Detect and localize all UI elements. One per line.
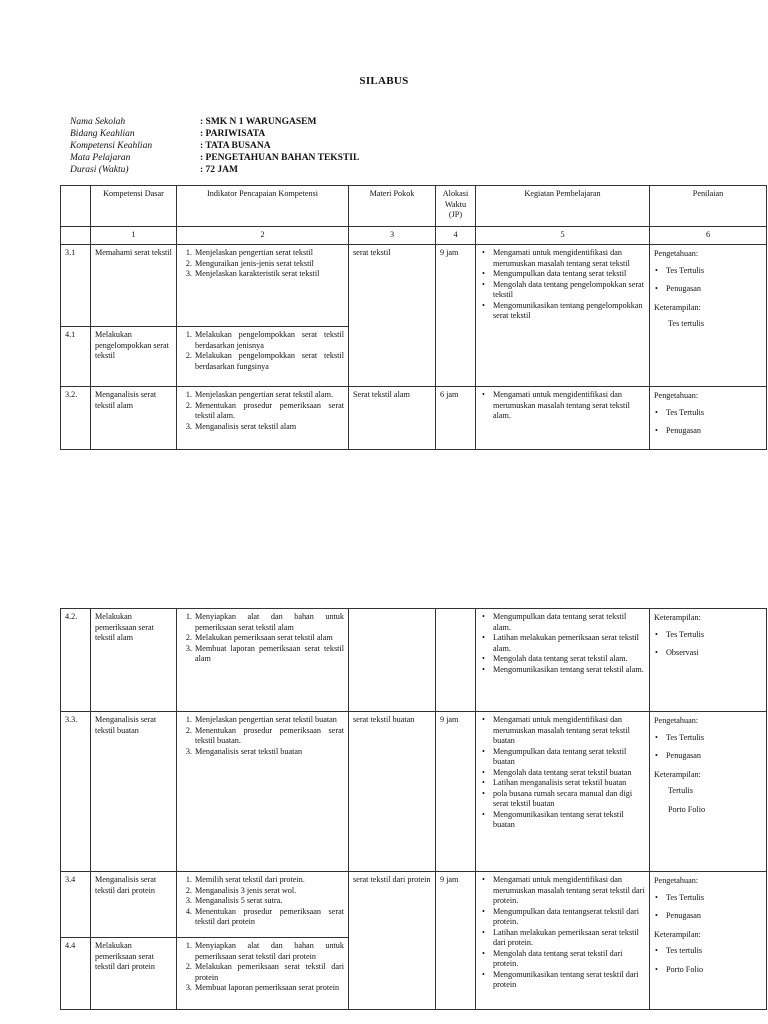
indicator-cell xyxy=(177,387,349,450)
kegiatan-item: • Latihan melakukan pemeriksaan serat tekstil dari protein. xyxy=(493,928,645,949)
indicator-item: 1. Menjelaskan pengertian serat tekstil alam. xyxy=(194,390,344,401)
kegiatan-item: • Mengomunikasikan tentang serat tekstil alam. xyxy=(493,665,645,676)
table-row-4-2 xyxy=(61,609,767,712)
assessment-item: • Porto Folio xyxy=(666,965,762,976)
alokasi-waktu xyxy=(436,609,476,712)
kegiatan-item: • Mengolah data tentang pengelompokkan serat tekstil xyxy=(493,280,645,301)
kd-number: 3.4 xyxy=(61,872,91,938)
kegiatan-item: • pola busana rumah secara manual dan digi serat tekstil buatan xyxy=(493,789,645,810)
assessment-label: Keterampilan: xyxy=(654,613,701,622)
kegiatan-item: • Mengomunikasikan tentang serat tekstil buatan xyxy=(493,810,645,831)
indicator-cell xyxy=(177,712,349,872)
kegiatan-cell xyxy=(476,387,650,450)
kegiatan-item: • Mengamati untuk mengidentifikasi dan merumuskan masalah tentang serat tekstil xyxy=(493,248,645,269)
kd-text: Memahami serat tekstil xyxy=(91,245,177,327)
assessment-label: Pengetahuan: xyxy=(654,391,699,400)
assessment-item: • Penugasan xyxy=(666,426,762,437)
assessment-label: Pengetahuan: xyxy=(654,249,699,258)
info-value: : PARIWISATA xyxy=(200,129,266,139)
assessment-item: • Penugasan xyxy=(666,911,762,922)
assessment-text: Tes tertulis xyxy=(668,319,705,328)
header-kompetensi-dasar: Kompetensi Dasar xyxy=(91,186,177,227)
indicator-cell xyxy=(177,938,349,1010)
kegiatan-item: • Mengomunikasikan tentang serat tesktil dari protein xyxy=(493,970,645,991)
col-number: 6 xyxy=(650,227,767,245)
kegiatan-item: • Mengomunikasikan tentang pengelompokkan serat tekstil xyxy=(493,301,645,322)
indicator-cell xyxy=(177,609,349,712)
info-label: Kompetensi Keahlian xyxy=(70,141,153,151)
col-number: 2 xyxy=(177,227,349,245)
kegiatan-item: • Mengolah data tentang serat tekstil alam. xyxy=(493,654,645,665)
indicator-item: 2. Melakukan pemeriksaan serat tekstil alam xyxy=(194,633,344,644)
assessment-text: Tertulis xyxy=(668,786,693,795)
kd-number: 3.3. xyxy=(61,712,91,872)
alokasi-waktu: 6 jam xyxy=(436,387,476,450)
indicator-cell xyxy=(177,245,349,327)
assessment-label: Pengetahuan: xyxy=(654,716,699,725)
indicator-item: 3. Menganalisis 5 serat sutra. xyxy=(194,896,344,907)
kd-text: Melakukan pengelompokkan serat tekstil xyxy=(91,327,177,387)
kegiatan-item: • Mengolah data tentang serat tekstil buatan xyxy=(493,768,645,779)
kegiatan-item: • Mengolah data tentang serat tekstil dari protein. xyxy=(493,949,645,970)
col-number: 1 xyxy=(91,227,177,245)
kegiatan-item: • Mengumpulkan data tentang serat tekstil alam. xyxy=(493,612,645,633)
assessment-label: Pengetahuan: xyxy=(654,876,699,885)
kegiatan-cell xyxy=(476,712,650,872)
indicator-item: 2. Menentukan prosedur pemeriksaan serat tekstil buatan. xyxy=(194,726,344,747)
kegiatan-item: • Mengumpulkan data tentang serat tekstil xyxy=(493,269,645,280)
column-number-row xyxy=(61,227,767,245)
info-value: : PENGETAHUAN BAHAN TEKSTIL xyxy=(200,153,360,163)
assessment-label: Keterampilan: xyxy=(654,929,701,939)
info-label: Nama Sekolah xyxy=(70,117,126,127)
kegiatan-item: • Mengamati untuk mengidentifikasi dan merumuskan masalah tentang serat tekstil dari protein. xyxy=(493,875,645,907)
assessment-item: • Tes tertulis xyxy=(666,946,762,957)
table-row-3-3 xyxy=(61,712,767,872)
materi-pokok: Serat tekstil alam xyxy=(349,387,436,450)
header-alokasi-waktu: Alokasi Waktu (JP) xyxy=(436,186,476,227)
kd-number: 4.4 xyxy=(61,938,91,1010)
penilaian-cell xyxy=(650,872,767,1010)
indicator-item: 2. Menentukan prosedur pemeriksaan serat tekstil alam. xyxy=(194,401,344,422)
materi-pokok: serat tekstil buatan xyxy=(349,712,436,872)
kd-number: 3.2. xyxy=(61,387,91,450)
kegiatan-item: • Mengamati untuk mengidentifikasi dan merumuskan masalah tentang serat tekstil alam. xyxy=(493,390,645,422)
info-value: : 72 JAM xyxy=(200,165,238,175)
info-label: Bidang Keahlian xyxy=(70,129,135,139)
penilaian-cell xyxy=(650,609,767,712)
indicator-item: 3. Membuat laporan pemeriksaan serat protein xyxy=(194,983,344,994)
kd-number: 3.1 xyxy=(61,245,91,327)
syllabus-table-part-2 xyxy=(60,608,767,1010)
indicator-item: 1. Menyiapkan alat dan bahan untuk pemeriksaan serat tekstil dari protein xyxy=(194,941,344,962)
kegiatan-item: • Mengamati untuk mengidentifikasi dan merumuskan masalah tentang serat tekstil buatan xyxy=(493,715,645,747)
kegiatan-cell xyxy=(476,609,650,712)
kegiatan-item: • Latihan menganalisis serat tekstil buatan xyxy=(493,778,645,789)
kegiatan-item: • Latihan melakukan pemeriksaan serat tekstil alam. xyxy=(493,633,645,654)
assessment-item: • Tes Tertulis xyxy=(666,266,762,277)
kegiatan-item: • Mengumpulkan data tentangserat tekstil dari protein. xyxy=(493,907,645,928)
school-info xyxy=(70,117,359,177)
kd-number: 4.1 xyxy=(61,327,91,387)
kd-text: Menganalisis serat tekstil buatan xyxy=(91,712,177,872)
penilaian-cell xyxy=(650,712,767,872)
indicator-item: 2. Menguraikan jenis-jenis serat tekstil xyxy=(194,259,344,270)
assessment-item: • Tes Tertulis xyxy=(666,893,762,904)
materi-pokok xyxy=(349,609,436,712)
alokasi-waktu: 9 jam xyxy=(436,712,476,872)
header-materi-pokok: Materi Pokok xyxy=(349,186,436,227)
assessment-item: • Tes Tertulis xyxy=(666,733,762,744)
materi-pokok: serat tekstil xyxy=(349,245,436,387)
page-title: SILABUS xyxy=(359,75,409,87)
indicator-item: 1. Menyiapkan alat dan bahan untuk pemeriksaan serat tekstil alam xyxy=(194,612,344,633)
kd-text: Melakukan pemeriksaan serat tekstil dari protein xyxy=(91,938,177,1010)
alokasi-waktu: 9 jam xyxy=(436,245,476,387)
indicator-item: 1. Melakukan pengelompokkan serat tekstil berdasarkan jenisnya xyxy=(194,330,344,351)
penilaian-cell xyxy=(650,387,767,450)
indicator-item: 1. Menjelaskan pengertian serat tekstil buatan xyxy=(194,715,344,726)
col-number: 5 xyxy=(476,227,650,245)
assessment-item: • Observasi xyxy=(666,648,762,659)
indicator-item: 2. Melakukan pengelompokkan serat tekstil berdasarkan fungsinya xyxy=(194,351,344,372)
info-value: : SMK N 1 WARUNGASEM xyxy=(200,117,317,127)
assessment-item: • Tes Tertulis xyxy=(666,630,762,641)
kegiatan-cell xyxy=(476,872,650,1010)
indicator-cell xyxy=(177,872,349,938)
assessment-label: Keterampilan: xyxy=(654,302,701,312)
info-label: Durasi (Waktu) xyxy=(70,165,129,175)
header-kegiatan: Kegiatan Pembelajaran xyxy=(476,186,650,227)
indicator-item: 3. Membuat laporan pemeriksaan serat tekstil alam xyxy=(194,644,344,665)
table-row-3-4 xyxy=(61,872,767,938)
assessment-text: Porto Folio xyxy=(668,804,706,814)
indicator-item: 2. Menganalisis 3 jenis serat wol. xyxy=(194,886,344,897)
kd-number: 4.2. xyxy=(61,609,91,712)
table-row-3-1 xyxy=(61,245,767,327)
info-value: : TATA BUSANA xyxy=(200,141,271,151)
alokasi-waktu: 9 jam xyxy=(436,872,476,1010)
kd-text: Melakukan pemeriksaan serat tekstil alam xyxy=(91,609,177,712)
kd-text: Menganalisis serat tekstil alam xyxy=(91,387,177,450)
info-label: Mata Pelajaran xyxy=(70,153,131,163)
assessment-item: • Penugasan xyxy=(666,751,762,762)
kegiatan-item: • Mengumpulkan data tentang serat tekstil buatan xyxy=(493,747,645,768)
indicator-item: 3. Menganalisis serat tekstil buatan xyxy=(194,747,344,758)
indicator-cell xyxy=(177,327,349,387)
indicator-item: 4. Menentukan prosedur pemeriksaan serat tekstil dari protein xyxy=(194,907,344,928)
table-row-3-2 xyxy=(61,387,767,450)
indicator-item: 1. Menjelaskan pengertian serat tekstil xyxy=(194,248,344,259)
header-no xyxy=(61,186,91,227)
indicator-item: 2. Melakukan pemeriksaan serat tekstil dari protein xyxy=(194,962,344,983)
assessment-item: • Tes Tertulis xyxy=(666,408,762,419)
materi-pokok: serat tekstil dari protein xyxy=(349,872,436,1010)
col-number: 4 xyxy=(436,227,476,245)
col-number: 3 xyxy=(349,227,436,245)
header-row xyxy=(61,186,767,227)
col-number xyxy=(61,227,91,245)
indicator-item: 3. Menjelaskan karakteristik serat tekstil xyxy=(194,269,344,280)
syllabus-table-part-1 xyxy=(60,185,767,450)
indicator-item: 1. Memilih serat tekstil dari protein. xyxy=(194,875,344,886)
assessment-label: Keterampilan: xyxy=(654,769,701,779)
indicator-item: 3. Menganalisis serat tekstil alam xyxy=(194,422,344,433)
header-penilaian: Penilaian xyxy=(650,186,767,227)
header-indikator: Indikator Pencapaian Kompetensi xyxy=(177,186,349,227)
assessment-item: • Penugasan xyxy=(666,284,762,295)
penilaian-cell xyxy=(650,245,767,387)
kegiatan-cell xyxy=(476,245,650,387)
kd-text: Menganalisis serat tekstil dari protein xyxy=(91,872,177,938)
